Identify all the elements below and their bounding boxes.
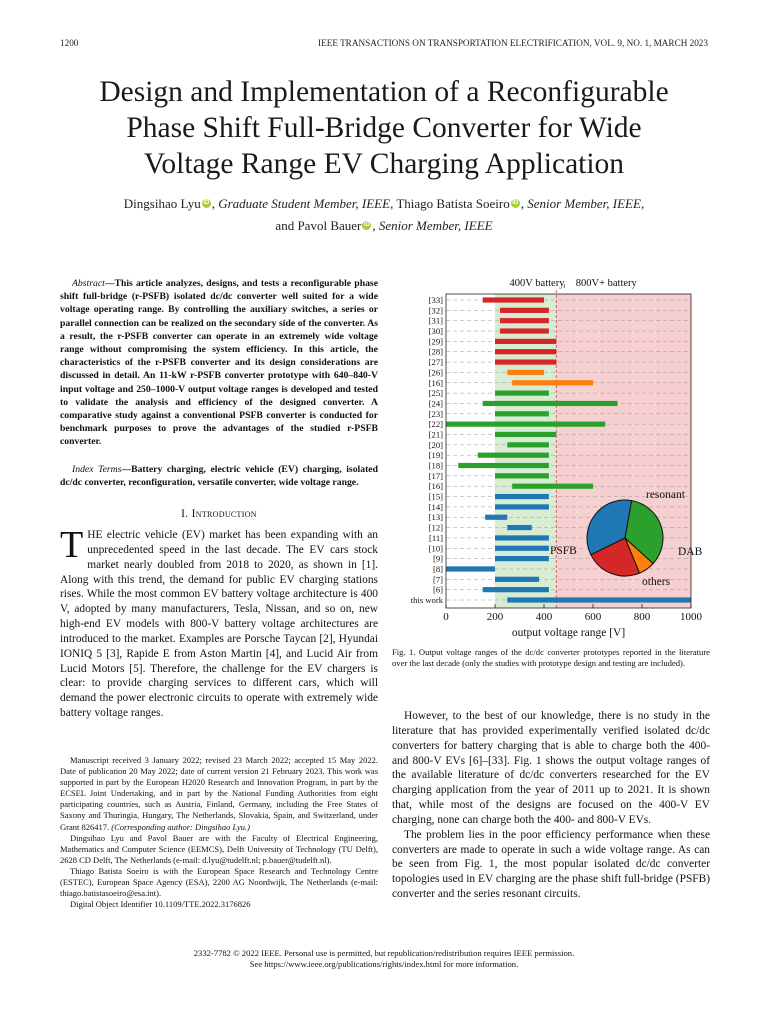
range-bar [500, 318, 549, 323]
abstract: Abstract—This article analyzes, designs, and tests a reconfigurable phase shift full-bridge (r-PSFB) isolated dc/dc converter well suited for a wide voltage operating range. By controlling the auxiliary switches, a series or parallel connection can be realized on the secondary side of the converter. As a result, the r-PSFB converter can operate in an extremely wide voltage range without compromising the system efficiency. In this article, the characteristics of the r-PSFB converter and its design considerations are discussed in detail. An 11-kW r-PSFB converter prototype with 640–840-V input voltage and 250–1000-V output voltage ranges is developed and tested to validate the analysis and efficiency of the designed converter. A comparative study against a conventional PSFB converter is conducted for benchmark purposes to prove the advantages of the studied r-PSFB converter. [60, 278, 378, 448]
title-line: Voltage Range EV Charging Application [143, 148, 625, 180]
abstract-text: This article analyzes, designs, and tests a reconfigurable phase shift full-bridge (r-PSFB) isolated dc/dc converter well suited for a wide voltage operating range. By controlling the auxiliary switches, a series or parallel connection can be realized on the secondary side of the converter. As a result, the r-PSFB converter can operate in an extremely wide voltage range without compromising the system efficiency. In this article, the characteristics of the r-PSFB converter and its design considerations are discussed in detail. An 11-kW r-PSFB converter prototype with 640–840-V input voltage and 250–1000-V output voltage ranges is developed and tested to validate the analysis and efficiency of the designed converter. A comparative study against a conventional PSFB converter is conducted for benchmark purposes to prove the advantages of the studied r-PSFB converter. [60, 278, 378, 448]
figure-caption: Fig. 1. Output voltage ranges of the dc/dc converter prototypes reported in the literature over the last decade (only the studies with prototype design and testing are included). [392, 647, 710, 669]
range-bar [495, 494, 549, 499]
orcid-icon[interactable]: iD [512, 200, 519, 206]
range-bar [485, 515, 507, 520]
category-label: [16] [428, 377, 443, 388]
band-label: 800V+ battery [575, 278, 637, 289]
range-bar [507, 525, 532, 530]
category-label: [15] [428, 491, 443, 502]
category-label: [29] [428, 336, 443, 347]
affiliation-note: Thiago Batista Soeiro is with the European Space Research and Technology Centre (ESTEC), European Space Agency (ESA), 2200 AG Noordwijk, The Netherlands (e-mail: thiago.batistasoeiro@esa.int). [60, 865, 378, 899]
range-bar [495, 391, 549, 396]
category-label: [8] [432, 563, 443, 574]
x-tick-label: 600 [584, 611, 602, 623]
category-label: [24] [428, 398, 443, 409]
range-bar [446, 422, 605, 427]
range-bar [495, 359, 556, 364]
pie-label: resonant [646, 489, 685, 501]
range-bar [507, 442, 549, 447]
category-label: [32] [428, 305, 443, 316]
range-bar [483, 587, 549, 592]
range-bar [446, 566, 495, 571]
range-bar [495, 411, 549, 416]
x-axis-label: output voltage range [V] [511, 627, 626, 639]
category-label: [6] [432, 584, 443, 595]
author-line-2: and Pavol Bauer iD , Senior Member, IEEE [275, 218, 493, 233]
copyright-line: 2332-7782 © 2022 IEEE. Personal use is permitted, but republication/redistribution requires IEEE permission. [193, 948, 575, 958]
category-label: [12] [428, 522, 443, 533]
author-name: Pavol Bauer [297, 218, 362, 233]
band-label: 400V battery [509, 278, 565, 289]
range-bar [495, 339, 556, 344]
drop-cap: T [60, 524, 84, 566]
intro-paragraph [60, 524, 378, 721]
category-label: [14] [428, 501, 443, 512]
range-bar [507, 370, 544, 375]
x-tick-label: 200 [486, 611, 504, 623]
category-label: [28] [428, 346, 443, 357]
range-bar [495, 535, 549, 540]
range-bar [512, 380, 593, 385]
title-line: Design and Implementation of a Reconfigurable [99, 76, 669, 108]
page-number: 1200 [60, 38, 79, 48]
range-bar [483, 401, 618, 406]
range-bar [507, 597, 691, 602]
abstract-label: Abstract [72, 278, 105, 289]
range-bar [495, 432, 556, 437]
paragraph: However, to the best of our knowledge, there is no study in the literature that has provided experimentally verified isolated dc/dc converters for battery charging that is able to charge both the 400- and 800-V EVs [6]–[33]. Fig. 1 shows the output voltage ranges of the available literature of dc/dc converters researched for the EV charging application from the year of 2011 up to 2021. It is shown that, while most of the designs are focused on the 400-V EV charging, none can charge both the 400- and 800-V EVs. [392, 710, 710, 826]
category-label: [21] [428, 429, 443, 440]
category-label: [7] [432, 574, 443, 585]
pie-label: others [642, 576, 671, 588]
author-line-1: Dingsihao Lyu iD , Graduate Student Member, IEEE, Thiago Batista Soeiro iD , Senior Member, IEEE, [123, 196, 645, 211]
author-name: Dingsihao Lyu [123, 196, 201, 211]
author-role: Senior Member, IEEE [378, 218, 493, 233]
range-bar [495, 546, 549, 551]
pie-label: PSFB [550, 545, 577, 557]
x-tick-label: 800 [633, 611, 651, 623]
journal-header: IEEE TRANSACTIONS ON TRANSPORTATION ELECTRIFICATION, VOL. 9, NO. 1, MARCH 2023 [318, 38, 708, 48]
affiliation-note: Dingsihao Lyu and Pavol Bauer are with the Faculty of Electrical Engineering, Mathematics and Computer Science (EEMCS), Delft University of Technology (TU Delft), 2628 CD Delft, The Netherlands (e-mail: d.lyu@tudelft.nl; p.bauer@tudelft.nl). [60, 832, 378, 865]
category-label: [19] [428, 450, 443, 461]
paper-title [40, 74, 728, 182]
corresponding-author: (Corresponding author: Dingsihao Lyu.) [111, 821, 250, 832]
range-bar [458, 463, 549, 468]
index-terms: Index Terms—Battery charging, electric vehicle (EV) charging, isolated dc/dc converter, reconfiguration, versatile converter, wide voltage range. [60, 464, 378, 489]
range-bar [512, 484, 593, 489]
category-label: [9] [432, 553, 443, 564]
author-role: Graduate Student Member, IEEE [218, 196, 391, 211]
author-role: Senior Member, IEEE [527, 196, 641, 211]
section-heading [60, 508, 378, 520]
category-label: [16] [428, 481, 443, 492]
category-label: [11] [429, 532, 443, 543]
pie-label: DAB [678, 546, 703, 558]
category-label: [10] [428, 543, 443, 554]
title-line: Phase Shift Full-Bridge Converter for Wide [126, 112, 642, 144]
category-label: [22] [428, 419, 443, 430]
figure-1-chart [388, 270, 716, 642]
section-title: Introduction [191, 508, 257, 520]
category-label: [13] [428, 512, 443, 523]
index-terms-text: Battery charging, electric vehicle (EV) charging, isolated dc/dc converter, reconfiguration, versatile converter, wide voltage range. [60, 464, 378, 489]
category-label: [17] [428, 470, 443, 481]
range-bar [495, 577, 539, 582]
category-label: [25] [428, 388, 443, 399]
author-name: Thiago Batista Soeiro [396, 196, 510, 211]
doi-note: Digital Object Identifier 10.1109/TTE.2022.3176826 [70, 899, 251, 910]
author-conjunction: and [275, 218, 295, 233]
x-tick-label: 0 [443, 611, 449, 623]
range-bar [483, 297, 544, 302]
category-label: [26] [428, 367, 443, 378]
range-bar [500, 308, 549, 313]
orcid-icon[interactable]: iD [203, 200, 210, 206]
section-number: I. [181, 508, 189, 520]
paragraph: The problem lies in the poor efficiency performance when these converters are made to operate in such a wide voltage range. As can be seen from Fig. 1, the most popular isolated dc/dc converter topologies used in EV charging are the phase shift full-bridge (PSFB) converter and the series resonant circuits. [392, 828, 710, 901]
intro-lead: HE [87, 529, 103, 541]
category-label: [18] [428, 460, 443, 471]
x-tick-label: 1000 [680, 611, 702, 623]
category-label: this work [410, 595, 443, 605]
category-label: [27] [428, 357, 443, 368]
range-bar [495, 349, 556, 354]
manuscript-note: Manuscript received 3 January 2022; revised 23 March 2022; accepted 15 May 2022. Date of publication 20 May 2022; date of current version 21 February 2023. This work was supported in part by the European H2020 Research and Innovation Program, in part by the ECSEL Joint Undertaking, and in part by the National Funding Authorities from eight participating countries, such as Austria, Finland, Germany, including the Free States of Saxony and Thuringia, Hungary, The Netherlands, Slovakia, Spain, and Switzerland, under Grant 826417. (Corresponding author: Dingsihao Lyu.) [60, 755, 378, 832]
category-label: [33] [428, 295, 443, 305]
right-column-text [392, 709, 710, 902]
intro-text: electric vehicle (EV) market has been expanding with an unprecedented speed in the last decade. The EV cars stock market nearly doubled from 2018 to 2020, as shown in [1]. Along with this trend, the demand for public EV charging stations rises. While the most common EV battery voltage architecture is 400 V, adopted by many manufacturers, Tesla, Nissan, and so on, new high-end EV models with 800-V battery voltage architectures are introduced to the market. Examples are Porsche Taycan [2], Hyundai IONIQ 5 [3], Rapide E from Aston Martin [4], and Lucid Air from Lucid Motors [5]. Therefore, the challenge for the EV chargers is clear: to provide charging services to different cars, which will demand the power electronic circuits to operate with extremely wide battery voltage ranges. [60, 529, 378, 720]
range-bar [495, 556, 549, 561]
copyright-line: See https://www.ieee.org/publications/rights/index.html for more information. [249, 959, 519, 969]
range-bar [495, 504, 549, 509]
footnotes [60, 755, 378, 910]
orcid-icon[interactable]: iD [363, 222, 370, 228]
range-bar [478, 453, 549, 458]
category-label: [30] [428, 326, 443, 337]
x-tick-label: 400 [535, 611, 553, 623]
copyright-notice [40, 948, 728, 970]
category-label: [20] [428, 439, 443, 450]
range-bar [500, 328, 549, 333]
range-bar [495, 473, 549, 478]
category-label: [31] [428, 315, 443, 326]
category-label: [23] [428, 408, 443, 419]
index-terms-label: Index Terms [72, 464, 122, 475]
